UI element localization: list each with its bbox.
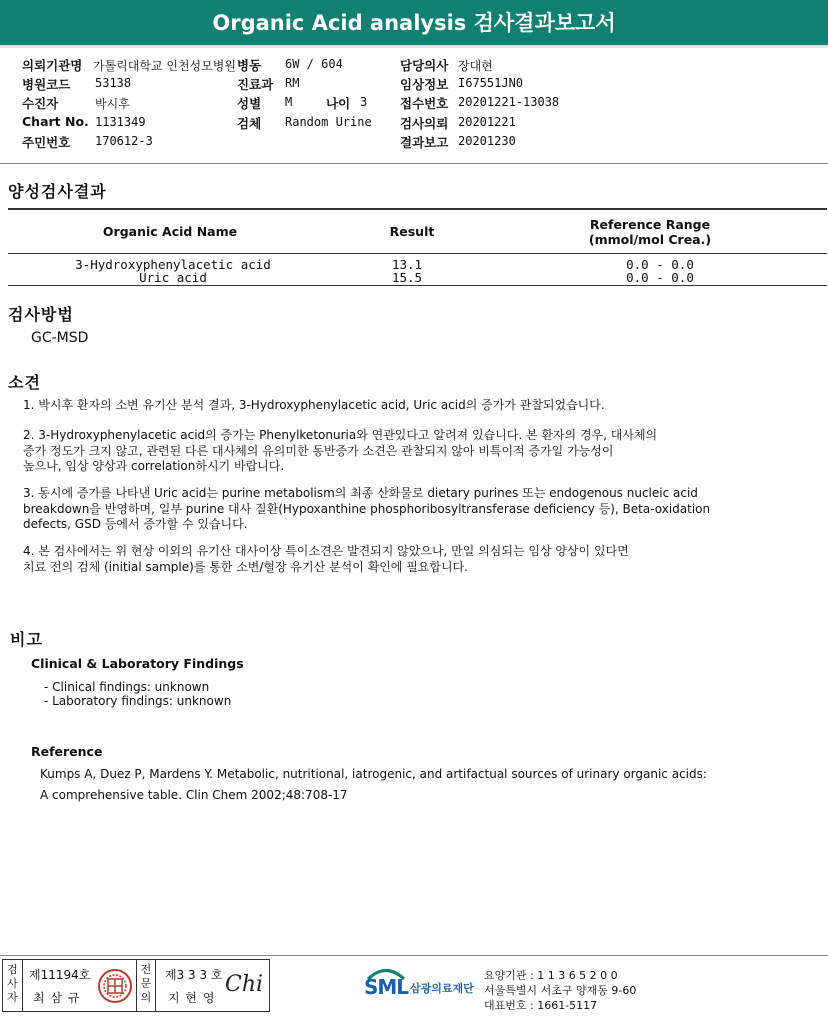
patient-info-block — [0, 52, 828, 162]
request-date-value: 20201221 — [458, 115, 516, 129]
sex-label: 성별 — [237, 96, 262, 111]
col-header-ref-line1: Reference Range — [589, 217, 711, 232]
patient-value: 박시후 — [95, 97, 130, 111]
table-header-rule — [8, 253, 827, 254]
org-address: 서울특별시 서초구 양재동 9-60 — [484, 984, 637, 997]
chart-no-value: 1131349 — [95, 115, 146, 129]
logo-foundation-name: 삼광의료재단 — [410, 982, 474, 995]
examiner-label: 검사자 — [3, 960, 23, 1011]
signature-box — [2, 959, 270, 1012]
examiner-license: 제11194호 — [29, 968, 91, 982]
opinion-title: 소견 — [8, 373, 41, 392]
patient-label: 수진자 — [22, 96, 59, 111]
col-header-name: Organic Acid Name — [102, 224, 238, 239]
sml-logo — [364, 966, 484, 1006]
opinion-paragraph-3: 3. 동시에 증가를 나타낸 Uric acid는 purine metabolism의 최종 산화물로 dietary purines 또는 endogenous nucleic acid breakdown을 반영하며, 일부 purine 대사 질환(Hypoxanthine phosphoribosyltransferase deficiency 등), Beta-oxidation defects, GSD 등에서 증가할 수 있습니다. — [23, 486, 711, 531]
age-value: 3 — [360, 95, 368, 109]
opinion-paragraph-4: 4. 본 검사에서는 위 현상 이외의 유기산 대사이상 특이소견은 발견되지 않았으나, 만일 의심되는 임상 양상이 있다면 치료 전의 검체 (initial sample)를 통한 소변/혈장 유기산 분석이 확인에 필요합니다. — [23, 544, 629, 574]
report-date-label: 결과보고 — [400, 135, 449, 150]
acid-ref: 0.0 - 0.0 — [626, 257, 694, 272]
logo-sml-text: SML — [364, 975, 409, 999]
clinical-info-value: I67551JN0 — [458, 76, 524, 90]
sex-value: M — [285, 95, 293, 109]
header-divider — [0, 163, 828, 164]
reference-title: Reference — [31, 744, 103, 759]
laboratory-finding-item: - Laboratory findings: unknown — [44, 694, 232, 708]
hospital-code-value: 53138 — [95, 76, 132, 90]
table-row — [0, 271, 828, 284]
report-title: Organic Acid analysis 검사결과보고서 — [0, 0, 828, 48]
rrn-label: 주민번호 — [22, 135, 71, 150]
org-label: 의뢰기관명 — [22, 58, 83, 73]
request-date-label: 검사의뢰 — [400, 116, 449, 131]
clinical-info-label: 임상정보 — [400, 77, 449, 92]
dept-value: RM — [285, 76, 300, 90]
acid-result: 13.1 — [391, 257, 423, 272]
table-bottom-rule — [8, 285, 827, 286]
rrn-value: 170612-3 — [95, 134, 153, 148]
method-title: 검사방법 — [8, 305, 74, 324]
specimen-value: Random Urine — [285, 115, 372, 129]
reference-line-2: A comprehensive table. Clin Chem 2002;48:708-17 — [40, 788, 348, 802]
specimen-label: 검체 — [237, 116, 262, 131]
specialist-name: 지 현 영 — [168, 991, 216, 1005]
accession-value: 20201221-13038 — [458, 95, 560, 109]
org-code: 요양기관 : 1 1 3 6 5 2 0 0 — [484, 969, 618, 982]
doctor-label: 담당의사 — [400, 58, 449, 73]
opinion-paragraph-2: 2. 3-Hydroxyphenylacetic acid의 증가는 Phenylketonuria와 연관있다고 알려져 있습니다. 본 환자의 경우, 대사체의 증가 정도가 크지 않고, 관련된 다른 대사체의 유의미한 동반증가 소견은 관찰되지 않아 비특이적 증가일 가능성이 높으나, 임상 양상과 correlation하시기 바랍니다. — [23, 428, 658, 473]
org-phone: 대표번호 : 1661-5117 — [484, 999, 598, 1012]
dept-label: 진료과 — [237, 77, 274, 92]
examiner-seal-icon — [97, 968, 133, 1004]
positive-section-title: 양성검사결과 — [8, 182, 107, 201]
hospital-code-label: 병원코드 — [22, 77, 71, 92]
reference-line-1: Kumps A, Duez P, Mardens Y. Metabolic, nutritional, iatrogenic, and artifactual sources of urinary organic acids: — [40, 767, 707, 781]
age-label: 나이 — [326, 96, 351, 111]
ward-label: 병동 — [237, 58, 262, 73]
acid-name: Uric acid — [139, 270, 207, 285]
signature-mark: Chi — [225, 972, 264, 997]
report-date-value: 20201230 — [458, 134, 516, 148]
examiner-name: 최 삼 규 — [33, 991, 81, 1005]
table-top-rule — [8, 208, 827, 210]
org-value: 가톨릭대학교 인천성모병원 — [93, 59, 236, 73]
clinical-findings-title: Clinical & Laboratory Findings — [31, 656, 244, 671]
acid-result: 15.5 — [391, 270, 423, 285]
accession-label: 접수번호 — [400, 96, 449, 111]
opinion-paragraph-1: 1. 박시후 환자의 소변 유기산 분석 결과, 3-Hydroxyphenylacetic acid, Uric acid의 증가가 관찰되었습니다. — [23, 398, 605, 412]
remarks-title: 비고 — [10, 630, 43, 649]
chart-no-label: Chart No. — [22, 114, 89, 129]
specialist-license: 제3 3 3 호 — [165, 968, 223, 982]
col-header-ref-line2: (mmol/mol Crea.) — [588, 232, 712, 247]
method-value: GC-MSD — [31, 330, 89, 346]
clinical-finding-item: - Clinical findings: unknown — [44, 680, 210, 694]
ward-value: 6W / 604 — [285, 57, 343, 71]
acid-ref: 0.0 - 0.0 — [626, 270, 694, 285]
doctor-value: 장대현 — [458, 59, 493, 73]
specialist-label: 전문의 — [136, 960, 156, 1011]
footer-divider — [0, 955, 828, 956]
col-header-result: Result — [389, 224, 435, 239]
acid-name: 3-Hydroxyphenylacetic acid — [75, 257, 271, 272]
